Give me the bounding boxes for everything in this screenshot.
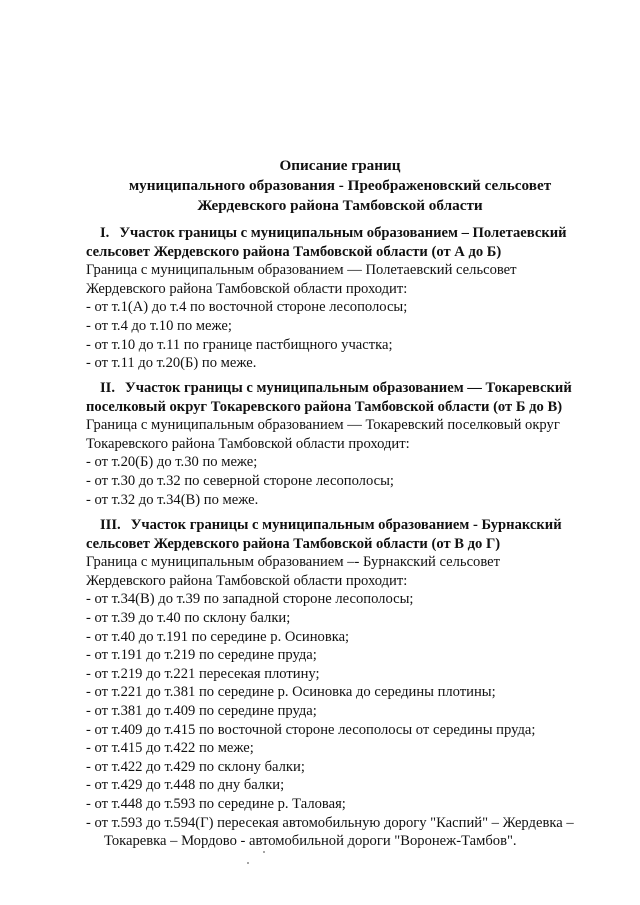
section-2-heading-line-1: Участок границы с муниципальным образованием — Токаревский — [125, 380, 572, 396]
list-item: - от т.4 до т.10 по меже; — [86, 317, 232, 334]
list-item: - от т.415 до т.422 по меже; — [86, 740, 254, 757]
list-item: - от т.593 до т.594(Г) пересекая автомобильную дорогу "Каспий" – Жердевка – — [86, 814, 574, 831]
list-item: - от т.221 до т.381 по середине р. Осиновка до середины плотины; — [86, 684, 496, 701]
section-1-heading-line-2: сельсовет Жердевского района Тамбовской области (от А до Б) — [86, 243, 502, 260]
document-title — [60, 156, 620, 216]
section-2-intro-line-1: Граница с муниципальным образованием — Токаревский поселковый округ — [86, 417, 560, 434]
section-2 — [86, 379, 626, 509]
section-3-number: III. — [100, 517, 121, 533]
section-3 — [86, 516, 626, 851]
list-item: - от т.11 до т.20(Б) по меже. — [86, 355, 257, 372]
title-line-1: Описание границ — [279, 157, 401, 174]
section-1-intro-line-1: Граница с муниципальным образованием — Полетаевский сельсовет — [86, 262, 517, 279]
section-3-heading-line-1: Участок границы с муниципальным образованием - Бурнакский — [130, 517, 562, 533]
list-item: - от т.1(А) до т.4 по восточной стороне лесополосы; — [86, 299, 408, 316]
section-3-heading — [86, 516, 626, 535]
scan-speck — [247, 862, 249, 864]
section-1-heading-line-1: Участок границы с муниципальным образованием – Полетаевский — [119, 225, 567, 241]
title-line-2: муниципального образования - Преображеновский сельсовет — [128, 177, 552, 194]
list-item-continuation: Токаревка – Мордово - автомобильной дороги "Воронеж-Тамбов". — [104, 833, 517, 850]
list-item: - от т.422 до т.429 по склону балки; — [86, 758, 305, 775]
list-item: - от т.219 до т.221 пересекая плотину; — [86, 665, 320, 682]
list-item: - от т.39 до т.40 по склону балки; — [86, 609, 291, 626]
section-2-heading — [86, 379, 626, 398]
list-item: - от т.381 до т.409 по середине пруда; — [86, 702, 317, 719]
list-item: - от т.32 до т.34(В) по меже. — [86, 491, 259, 508]
section-2-heading-line-2: поселковый округ Токаревского района Тамбовской области (от Б до В) — [86, 398, 563, 415]
section-1-heading — [86, 224, 626, 243]
section-3-intro-line-1: Граница с муниципальным образованием –- Бурнакский сельсовет — [86, 554, 500, 571]
list-item: - от т.429 до т.448 по дну балки; — [86, 777, 285, 794]
list-item: - от т.191 до т.219 по середине пруда; — [86, 647, 317, 664]
section-1 — [86, 224, 626, 373]
list-item: - от т.20(Б) до т.30 по меже; — [86, 454, 258, 471]
title-line-3: Жердевского района Тамбовской области — [197, 197, 483, 214]
list-item: - от т.448 до т.593 по середине р. Таловая; — [86, 795, 346, 812]
section-1-number: I. — [100, 225, 110, 241]
section-2-number: II. — [100, 380, 116, 396]
scan-speck — [263, 851, 265, 853]
list-item: - от т.409 до т.415 по восточной стороне лесополосы от середины пруда; — [86, 721, 536, 738]
list-item: - от т.40 до т.191 по середине р. Осиновка; — [86, 628, 350, 645]
list-item: - от т.10 до т.11 по границе пастбищного участка; — [86, 336, 393, 353]
section-2-intro-line-2: Токаревского района Тамбовской области проходит: — [86, 435, 410, 452]
list-item: - от т.34(В) до т.39 по западной стороне лесополосы; — [86, 591, 414, 608]
list-item: - от т.30 до т.32 по северной стороне лесополосы; — [86, 472, 394, 489]
section-3-heading-line-2: сельсовет Жердевского района Тамбовской области (от В до Г) — [86, 535, 501, 552]
section-3-intro-line-2: Жердевского района Тамбовской области проходит: — [86, 572, 408, 589]
section-1-intro-line-2: Жердевского района Тамбовской области проходит: — [86, 280, 408, 297]
